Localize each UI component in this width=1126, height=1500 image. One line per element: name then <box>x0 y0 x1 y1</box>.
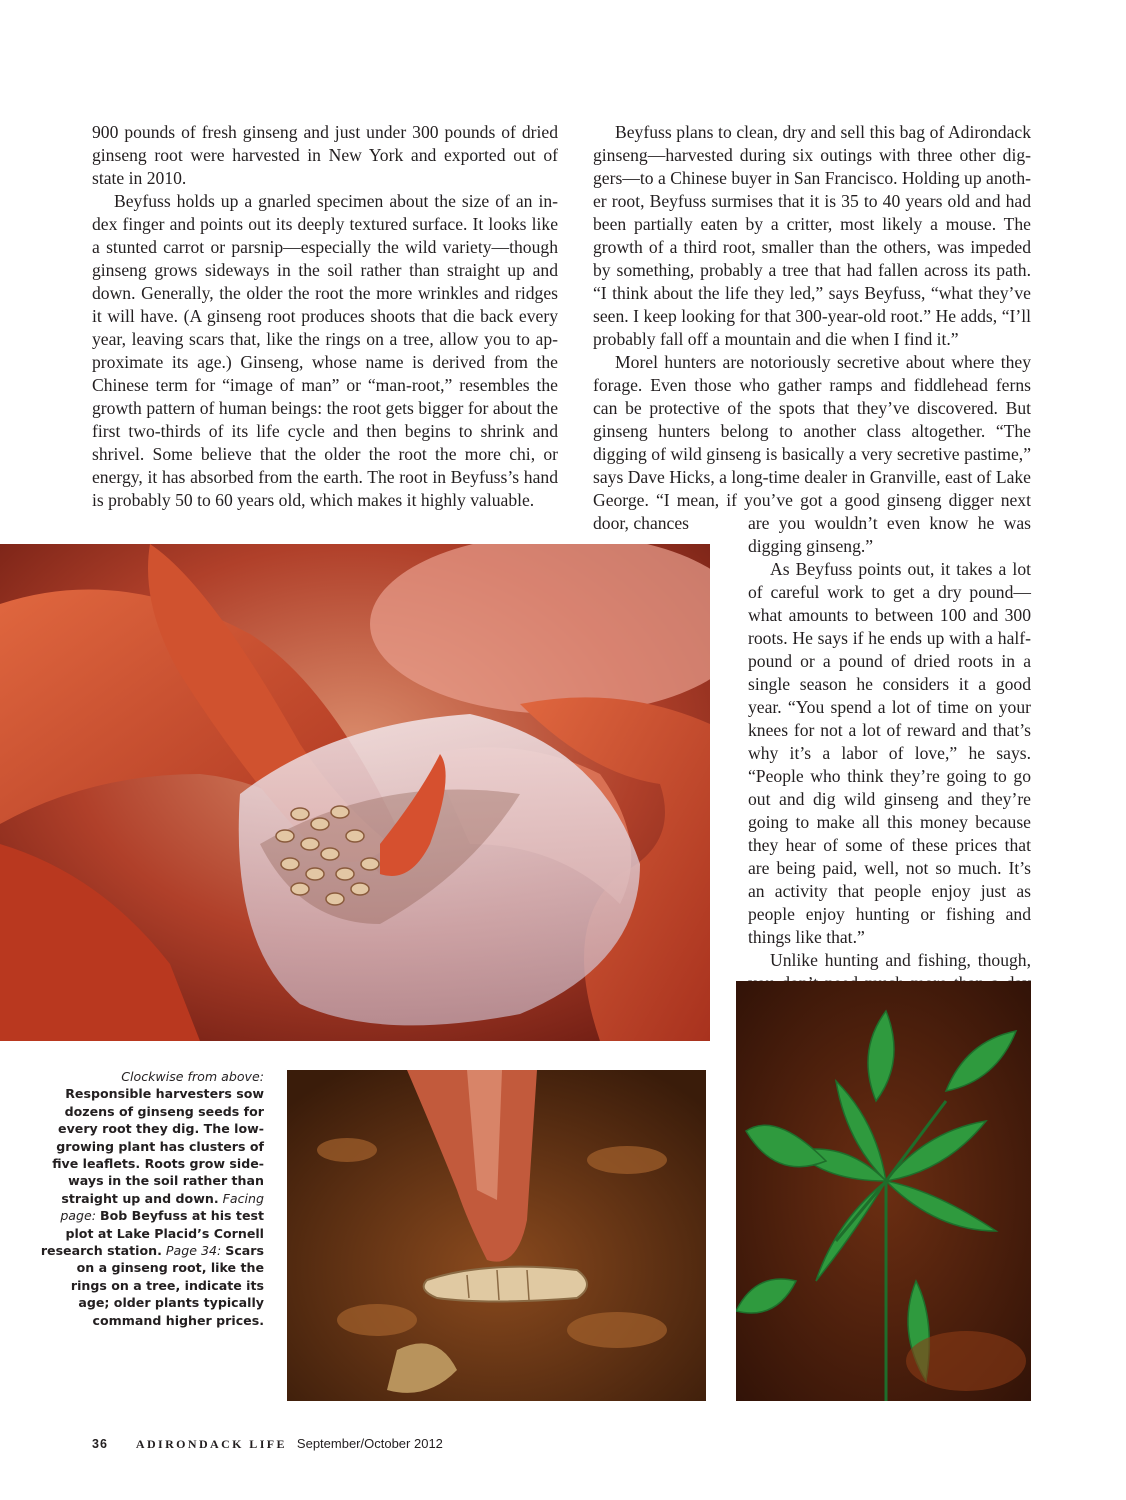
caption-page-label: Page 34: <box>165 1243 222 1259</box>
ginseng-seeds-photo <box>0 544 710 1041</box>
magazine-name: ADIRONDACK LIFE <box>135 1437 287 1451</box>
paragraph: 900 pounds of fresh ginseng and just under 300 pounds of dried ginseng root were harvested in New York and exported out of state in 2010. <box>92 122 558 188</box>
paragraph: Beyfuss plans to clean, dry and sell this bag of Adirondack ginseng—harvested during six outings with three other diggers—to a Chinese buyer in San Francisco. Holding up another root, Beyfuss surmises that it is 35 to 40 years old and had been partially eaten by a critter, most likely a mouse. The growth of a third root, smaller than the others, was impeded by something, probably a tree that had fallen across its path. “I think about the life they led,” says Beyfuss, “what they’ve seen. I keep looking for that 300-year-old root.” He adds, “I’ll probably fall off a mountain and die when I find it.” <box>593 122 1031 349</box>
page-number: 36 <box>92 1437 108 1451</box>
photo-caption <box>40 1068 264 1329</box>
paragraph: Unlike hunting and fishing, though, <box>770 950 1031 970</box>
caption-lead: Clockwise from above: <box>121 1069 264 1084</box>
article-column-left <box>92 121 558 512</box>
caption-facing-text: Bob Beyfuss at his test plot at Lake Placid’s Cornell research station. <box>40 1208 264 1259</box>
caption-page-text: Scars on a ginseng root, like the rings on a tree, indicate its age; older plants typically command higher prices. <box>70 1243 264 1328</box>
paragraph: Beyfuss holds up a gnarled specimen about the size of an index finger and points out its deeply textured surface. It looks like a stunted carrot or parsnip—especially the wild variety—though ginseng grows sideways in the soil rather than straight up and down. Generally, the older the root the more wrinkles and ridges it will have. (A ginseng root produces shoots that die back every year, leaving scars that, like the rings on a tree, allow you to approximate its age.) Ginseng, whose name is derived from the Chinese term for “image of man” or “man-root,” resembles the growth pattern of human beings: the root gets bigger for about the first two-thirds of its life cycle and then begins to shrink and shrivel. Some believe that the older the root the more chi, or energy, it has absorbed from the earth. The root in Beyfuss’s hand is probably 50 to 60 years old, which makes it highly valuable. <box>92 191 558 510</box>
caption-seeds-text: Responsible harvesters sow dozens of ginseng seeds for every root they dig. The low-growing plant has clusters of five leaflets. Roots grow sideways in the soil rather than straight up and down. <box>52 1086 264 1206</box>
paragraph: Morel hunters are notoriously secretive about where they forage. Even those who gather ramps and fiddlehead ferns can be protective of the spots that they’ve discovered. But ginseng hunters belong to another class altogether. “The digging of wild ginseng is basically a very secretive pastime,” says Dave Hicks, a long-time dealer in Granville, east of Lake George. “I mean, if you’ve got a good ginseng digger next door, chances <box>593 352 1031 533</box>
paragraph: are you wouldn’t even know he was digging ginseng.” <box>748 513 1031 556</box>
ginseng-seeds-illustration <box>0 544 710 1041</box>
digging-root-illustration <box>287 1070 706 1401</box>
article-column-narrow <box>748 512 1031 1018</box>
page-footer <box>92 1436 443 1456</box>
ginseng-plant-illustration <box>736 981 1031 1401</box>
ginseng-plant-photo <box>736 981 1031 1401</box>
ginseng-root-photo <box>287 1070 706 1401</box>
article-column-right <box>593 121 1031 535</box>
caption-facing-label: Facing page: <box>60 1190 264 1224</box>
paragraph: As Beyfuss points out, it takes a lot of careful work to get a dry pound—what amounts to between 100 and 300 roots. He says if he ends up with a half-pound or a pound of dried roots in a single season he considers it a good year. “You spend a lot of time on your knees for not a lot of reward and that’s why it’s a labor of love,” he says. “People who think they’re going to go out and dig wild ginseng and they’re going to make all this money because they hear of some of these prices that are being paid, well, not so much. It’s an activity that people enjoy just as people enjoy hunting or fishing and things like that.” <box>748 559 1031 947</box>
issue-date: September/October 2012 <box>296 1436 443 1451</box>
